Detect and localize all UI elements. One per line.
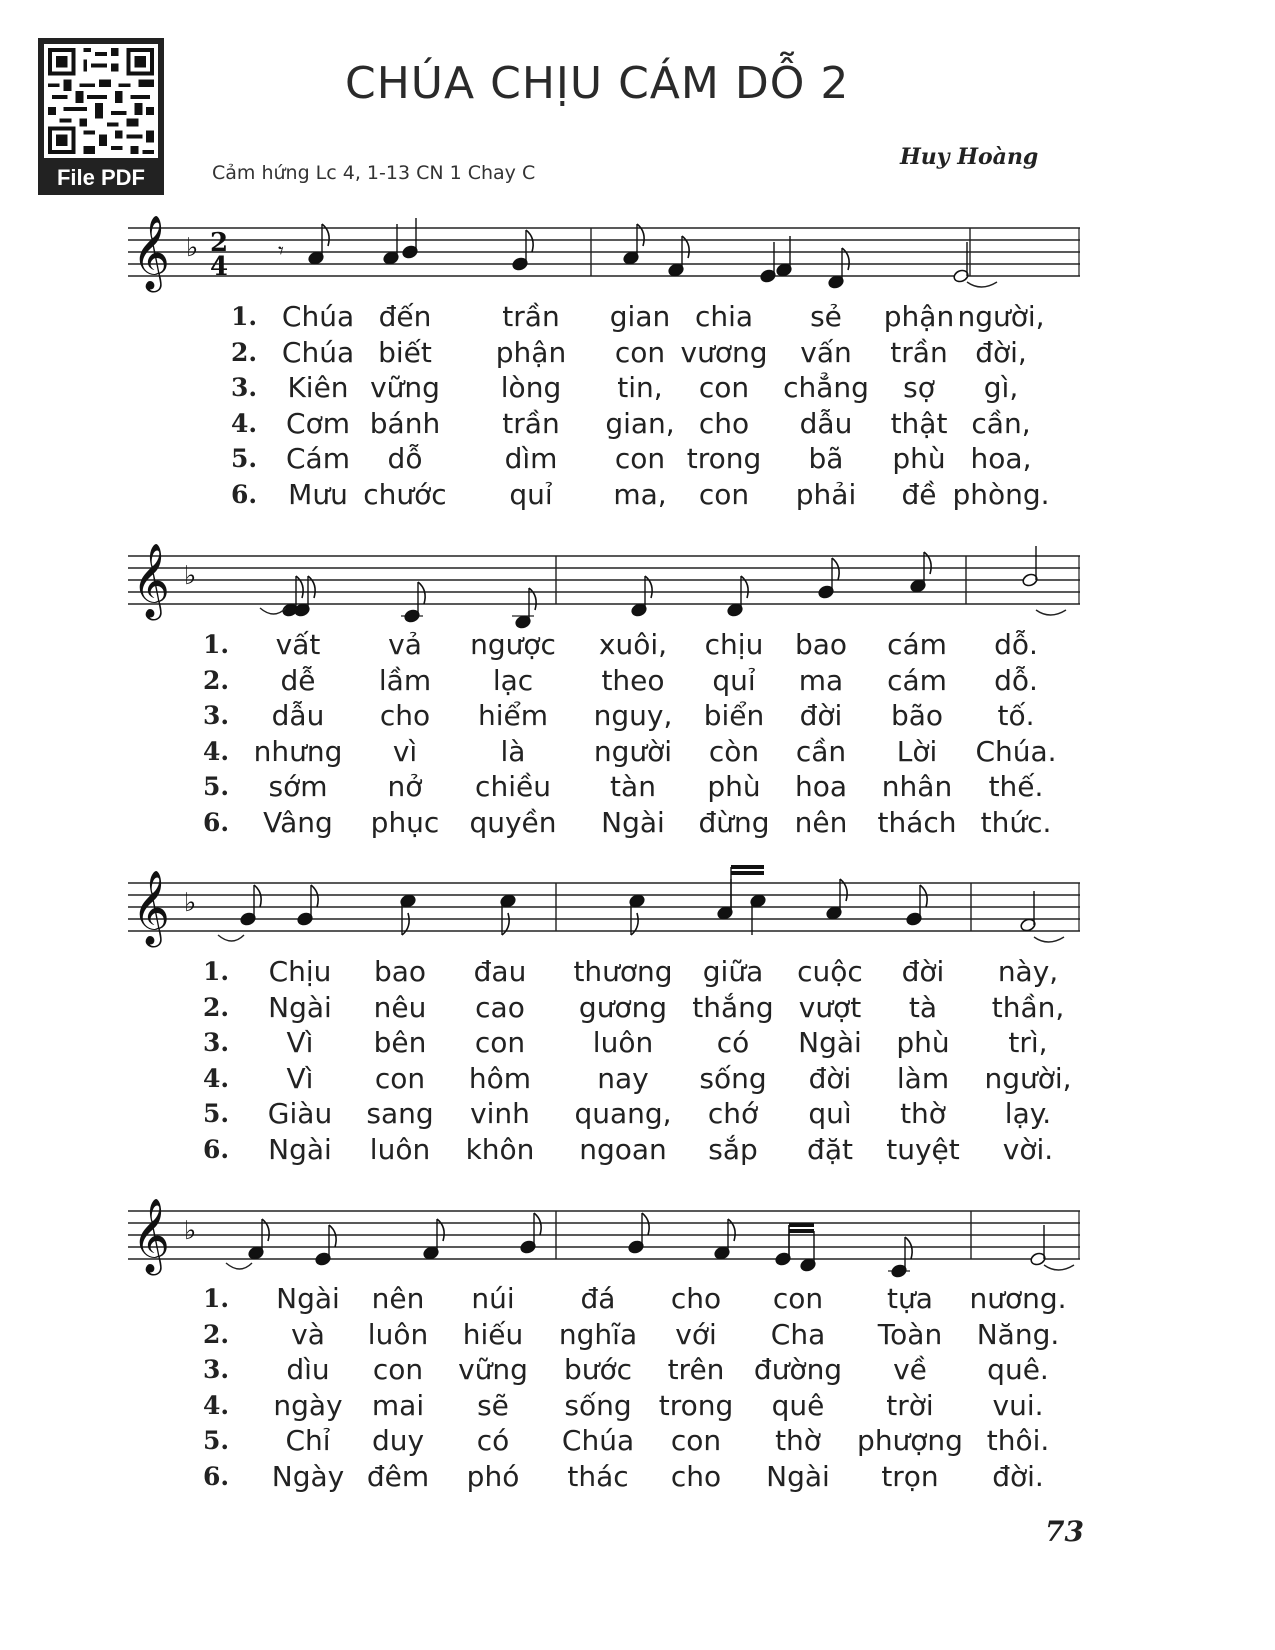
lyric-syllable: vì <box>392 734 418 768</box>
verse-number: 2. <box>203 992 230 1022</box>
verse-number: 5. <box>203 1099 230 1128</box>
verse-line <box>128 478 1080 514</box>
lyric-syllable: trần <box>502 300 560 333</box>
verse-number: 4. <box>231 408 258 438</box>
lyric-syllable: phục <box>370 805 440 839</box>
lyric-syllable: phù <box>707 770 761 803</box>
lyric-syllable: nở <box>387 770 423 803</box>
lyric-syllable: Ngài <box>268 990 332 1024</box>
lyric-syllable: đời <box>808 1061 852 1095</box>
verse-number: 5. <box>203 1426 230 1455</box>
lyric-syllable: Ngài <box>766 1459 830 1493</box>
lyric-syllable: đá <box>580 1282 616 1315</box>
lyric-syllable: lòng <box>500 371 562 404</box>
verse-number: 3. <box>203 1028 230 1057</box>
verse-number: 4. <box>203 1390 230 1420</box>
lyric-syllable: bã <box>808 442 844 475</box>
verse-line <box>128 1062 1080 1098</box>
flat-icon: ♭ <box>186 233 199 263</box>
verse-number: 5. <box>203 772 230 801</box>
lyric-syllable: núi <box>471 1282 515 1315</box>
verse-number: 2. <box>203 665 230 695</box>
lyric-syllable: chia <box>694 300 754 333</box>
lyric-syllable: Chúa. <box>975 734 1057 768</box>
lyric-syllable: vượt <box>798 990 862 1024</box>
lyric-syllable: Kiên <box>287 371 349 404</box>
lyrics-block <box>128 1282 1080 1495</box>
lyric-syllable: Ngài <box>601 805 665 839</box>
lyric-syllable: Ngài <box>268 1132 332 1166</box>
lyric-syllable: phải <box>795 477 857 511</box>
lyric-syllable: luôn <box>592 1026 654 1059</box>
lyric-syllable: hiểm <box>477 699 549 732</box>
lyric-syllable: quê. <box>987 1353 1049 1386</box>
lyric-syllable: bão <box>890 699 944 732</box>
page-number: 73 <box>1045 1515 1084 1548</box>
lyric-syllable: vương <box>680 335 768 369</box>
composer-name: Huy Hoàng <box>900 144 1039 170</box>
lyric-syllable: nhân <box>881 770 953 803</box>
lyric-syllable: gian, <box>605 406 675 440</box>
lyric-syllable: sợ <box>903 371 935 404</box>
lyric-syllable: dỗ. <box>994 628 1038 661</box>
lyric-syllable: con <box>614 335 666 369</box>
verse-line <box>128 735 1080 771</box>
lyric-syllable: hoa, <box>970 442 1032 475</box>
lyric-syllable: Chúa <box>281 335 355 369</box>
lyric-syllable: với <box>675 1317 717 1351</box>
lyric-syllable: dễ <box>280 663 316 697</box>
verse-line <box>128 407 1080 443</box>
lyric-syllable: làm <box>896 1061 950 1095</box>
lyric-syllable: giữa <box>702 955 764 988</box>
lyric-syllable: chớ <box>707 1097 759 1130</box>
lyric-syllable: duy <box>371 1424 425 1457</box>
lyric-syllable: tựa <box>887 1282 933 1315</box>
lyric-syllable: đời <box>901 955 945 988</box>
verse-number: 6. <box>203 1134 230 1164</box>
lyric-syllable: mai <box>371 1388 425 1422</box>
verse-line <box>128 300 1080 336</box>
lyric-syllable: đề <box>901 477 937 511</box>
lyric-syllable: Ngài <box>798 1026 862 1059</box>
lyric-syllable: vất <box>275 628 321 661</box>
lyric-syllable: có <box>716 1026 750 1059</box>
lyric-syllable: luôn <box>367 1317 429 1351</box>
verse-number: 5. <box>231 444 258 473</box>
lyric-syllable: cho <box>670 1282 722 1315</box>
lyric-syllable: người <box>593 734 673 768</box>
verse-line <box>128 1389 1080 1425</box>
lyric-syllable: gì, <box>983 371 1019 404</box>
lyric-syllable: con <box>772 1282 824 1315</box>
verse-number: 6. <box>231 479 258 509</box>
qr-code-badge[interactable] <box>38 38 164 195</box>
lyric-syllable: Chúa <box>281 300 355 333</box>
verse-line <box>128 1026 1080 1062</box>
lyric-syllable: trọn <box>881 1459 939 1493</box>
lyric-syllable: Cha <box>770 1317 826 1351</box>
lyric-syllable: luôn <box>369 1132 431 1166</box>
treble-clef-icon: 𝄞 <box>132 871 170 945</box>
lyric-syllable: vời. <box>1002 1132 1054 1166</box>
lyric-syllable: cho <box>670 1459 722 1493</box>
lyric-syllable: lầm <box>378 663 432 697</box>
lyric-syllable: quỉ <box>509 477 553 511</box>
lyric-syllable: con <box>698 477 750 511</box>
lyric-syllable: nên <box>794 805 848 839</box>
verse-line <box>128 991 1080 1027</box>
lyric-syllable: vui. <box>992 1388 1044 1422</box>
verse-line <box>128 806 1080 842</box>
verse-line <box>128 1424 1080 1460</box>
lyric-syllable: biết <box>378 335 432 369</box>
verse-line <box>128 371 1080 407</box>
lyric-syllable: hôm <box>468 1061 532 1095</box>
lyric-syllable: ngoan <box>579 1132 667 1166</box>
lyric-syllable: còn <box>708 734 760 768</box>
lyric-syllable: vấn <box>800 335 852 369</box>
lyric-syllable: biển <box>703 699 765 732</box>
music-staff <box>128 200 1080 290</box>
verse-line <box>128 664 1080 700</box>
lyric-syllable: sống <box>564 1388 632 1422</box>
verse-number: 3. <box>203 1355 230 1384</box>
verse-number: 6. <box>203 1461 230 1491</box>
lyric-syllable: Chúa <box>561 1424 635 1457</box>
lyric-syllable: trì, <box>1008 1026 1048 1059</box>
lyrics-block <box>128 955 1080 1168</box>
lyric-syllable: quì <box>808 1097 852 1130</box>
verse-line <box>128 955 1080 991</box>
lyric-syllable: dỗ <box>387 442 423 475</box>
verse-line <box>128 442 1080 478</box>
verse-line <box>128 1318 1080 1354</box>
verse-number: 1. <box>203 630 230 659</box>
lyric-syllable: đời <box>799 699 843 732</box>
lyric-syllable: tàn <box>610 770 656 803</box>
lyric-syllable: tin, <box>617 371 663 404</box>
lyric-syllable: nêu <box>373 990 427 1024</box>
verse-line <box>128 336 1080 372</box>
lyric-syllable: ngược <box>470 628 556 661</box>
verse-line <box>128 770 1080 806</box>
verse-number: 1. <box>231 302 258 331</box>
lyric-syllable: thương <box>573 955 673 988</box>
lyric-syllable: Vì <box>286 1026 314 1059</box>
lyric-syllable: tuyệt <box>886 1132 960 1166</box>
lyric-syllable: trên <box>667 1353 725 1386</box>
lyric-syllable: và <box>291 1317 325 1351</box>
lyric-syllable: nay <box>597 1061 649 1095</box>
lyric-syllable: tố. <box>997 699 1035 732</box>
lyric-syllable: Cơm <box>286 406 350 440</box>
lyric-syllable: chịu <box>704 628 764 661</box>
lyric-syllable: cần, <box>971 406 1031 440</box>
lyric-syllable: đời. <box>992 1459 1044 1493</box>
lyric-syllable: bánh <box>369 406 441 440</box>
verse-line <box>128 628 1080 664</box>
lyric-syllable: người, <box>957 300 1045 333</box>
lyric-syllable: ma <box>798 663 844 697</box>
lyric-syllable: trong <box>658 1388 734 1422</box>
lyric-syllable: trời <box>886 1388 934 1422</box>
lyric-syllable: tà <box>908 990 938 1024</box>
lyric-syllable: cần <box>795 734 847 768</box>
verse-line <box>128 699 1080 735</box>
lyric-syllable: Ngày <box>271 1459 345 1493</box>
lyric-syllable: sang <box>366 1097 434 1130</box>
lyric-syllable: quỉ <box>712 663 756 697</box>
lyric-syllable: sống <box>699 1061 767 1095</box>
time-signature-top: 2 <box>210 228 229 258</box>
lyric-syllable: thần, <box>991 990 1065 1024</box>
lyric-syllable: đêm <box>366 1459 430 1493</box>
verse-number: 1. <box>203 957 230 986</box>
flat-icon: ♭ <box>184 888 197 918</box>
lyric-syllable: là <box>500 734 526 768</box>
lyric-syllable: chiều <box>475 770 551 803</box>
lyric-syllable: vinh <box>470 1097 530 1130</box>
lyric-syllable: thắng <box>692 990 774 1024</box>
lyric-syllable: khôn <box>465 1132 535 1166</box>
lyric-syllable: về <box>893 1353 927 1386</box>
lyric-syllable: quyền <box>469 805 557 839</box>
verse-number: 3. <box>203 701 230 730</box>
lyric-syllable: gian <box>609 300 671 333</box>
lyric-syllable: cám <box>887 663 947 697</box>
eighth-rest-icon: 𝄾 <box>278 239 284 264</box>
lyric-syllable: dẫu <box>799 406 853 440</box>
lyric-syllable: cám <box>887 628 947 661</box>
lyric-syllable: sắp <box>708 1132 758 1166</box>
lyric-syllable: thác <box>567 1459 629 1493</box>
lyric-syllable: Chịu <box>268 955 332 988</box>
lyric-syllable: đường <box>753 1353 843 1386</box>
treble-clef-icon: 𝄞 <box>132 544 170 618</box>
song-subtitle: Cảm hứng Lc 4, 1-13 CN 1 Chay C <box>212 162 536 184</box>
verse-line <box>128 1097 1080 1133</box>
lyric-syllable: thật <box>890 406 948 440</box>
lyric-syllable: đời, <box>975 335 1027 369</box>
verse-number: 4. <box>203 1063 230 1093</box>
lyric-syllable: con <box>698 371 750 404</box>
lyric-syllable: nên <box>371 1282 425 1315</box>
lyric-syllable: ngày <box>273 1388 343 1422</box>
music-staff <box>128 528 1080 618</box>
lyric-syllable: thờ <box>900 1097 946 1130</box>
lyrics-block <box>128 628 1080 841</box>
time-signature-bottom: 4 <box>210 252 229 282</box>
lyric-syllable: bên <box>373 1026 427 1059</box>
lyric-syllable: bước <box>563 1353 633 1386</box>
lyric-syllable: con <box>670 1424 722 1457</box>
lyric-syllable: bao <box>794 628 848 661</box>
lyric-syllable: có <box>476 1424 510 1457</box>
lyric-syllable: phù <box>896 1026 950 1059</box>
lyric-syllable: vững <box>370 371 440 404</box>
lyric-syllable: phượng <box>857 1424 963 1457</box>
lyric-syllable: theo <box>601 663 665 697</box>
lyric-syllable: Chỉ <box>285 1424 331 1457</box>
verse-number: 6. <box>203 807 230 837</box>
lyric-syllable: phó <box>466 1459 520 1493</box>
lyric-syllable: nương. <box>969 1282 1067 1315</box>
lyric-syllable: Mưu <box>288 477 348 511</box>
lyric-syllable: sớm <box>268 770 328 803</box>
qr-code-icon <box>44 44 158 158</box>
lyric-syllable: hoa <box>794 770 848 803</box>
lyric-syllable: con <box>374 1061 426 1095</box>
lyric-syllable: chẳng <box>783 371 869 404</box>
lyric-syllable: trần <box>502 406 560 440</box>
lyric-syllable: thế. <box>988 770 1044 803</box>
lyric-syllable: lạy. <box>1004 1097 1052 1130</box>
music-staff <box>128 855 1080 945</box>
lyric-syllable: đau <box>473 955 527 988</box>
lyric-syllable: cho <box>379 699 431 732</box>
lyric-syllable: cho <box>698 406 750 440</box>
lyric-syllable: phận <box>495 335 567 369</box>
lyric-syllable: ma, <box>613 477 667 511</box>
lyric-syllable: Vì <box>286 1061 314 1095</box>
song-title: CHÚA CHỊU CÁM DỖ 2 <box>345 58 850 109</box>
lyric-syllable: nhưng <box>253 734 343 768</box>
verse-number: 2. <box>203 1319 230 1349</box>
lyric-syllable: sẻ <box>810 300 842 333</box>
lyric-syllable: Toàn <box>877 1317 943 1351</box>
verse-line <box>128 1460 1080 1496</box>
lyric-syllable: trong <box>686 442 762 475</box>
lyric-syllable: phù <box>892 442 946 475</box>
lyric-syllable: đến <box>378 300 432 333</box>
lyric-syllable: Giàu <box>267 1097 333 1130</box>
verse-line <box>128 1353 1080 1389</box>
lyric-syllable: cuộc <box>797 955 863 988</box>
lyric-syllable: dìm <box>504 442 558 475</box>
lyric-syllable: con <box>614 442 666 475</box>
lyric-syllable: con <box>474 1026 526 1059</box>
treble-clef-icon: 𝄞 <box>132 1199 170 1273</box>
lyric-syllable: dìu <box>286 1353 330 1386</box>
lyric-syllable: Lời <box>896 734 938 768</box>
lyric-syllable: quang, <box>574 1097 672 1130</box>
lyric-syllable: này, <box>997 955 1059 988</box>
lyric-syllable: trần <box>890 335 948 369</box>
music-staff <box>128 1183 1080 1273</box>
verse-number: 4. <box>203 736 230 766</box>
lyric-syllable: lạc <box>492 663 534 697</box>
lyric-syllable: Cám <box>286 442 350 475</box>
flat-icon: ♭ <box>184 1216 197 1246</box>
lyric-syllable: nghĩa <box>558 1317 638 1351</box>
verse-number: 1. <box>203 1284 230 1313</box>
lyric-syllable: xuôi, <box>598 628 668 661</box>
lyric-syllable: thờ <box>775 1424 821 1457</box>
lyric-syllable: Năng. <box>976 1317 1060 1351</box>
lyric-syllable: cao <box>475 990 525 1024</box>
verse-line <box>128 1282 1080 1318</box>
lyric-syllable: Ngài <box>276 1282 340 1315</box>
lyric-syllable: thôi. <box>986 1424 1050 1457</box>
verse-number: 2. <box>231 337 258 367</box>
lyric-syllable: người, <box>984 1061 1072 1095</box>
verse-number: 3. <box>231 373 258 402</box>
lyric-syllable: gương <box>578 990 668 1024</box>
lyric-syllable: phận <box>883 300 955 333</box>
lyric-syllable: thách <box>877 805 957 839</box>
lyric-syllable: Vâng <box>263 805 333 839</box>
lyric-syllable: sẽ <box>477 1388 509 1422</box>
file-pdf-label: File PDF <box>56 165 145 190</box>
flat-icon: ♭ <box>184 561 197 591</box>
lyric-syllable: nguy, <box>593 699 673 732</box>
lyric-syllable: vững <box>458 1353 528 1386</box>
lyric-syllable: phòng. <box>952 477 1050 511</box>
lyric-syllable: chước <box>363 477 447 511</box>
lyric-syllable: dẫu <box>271 699 325 732</box>
lyric-syllable: vả <box>388 628 422 661</box>
lyric-syllable: bao <box>373 955 427 988</box>
lyric-syllable: thức. <box>980 805 1052 839</box>
lyric-syllable: quê <box>771 1388 825 1422</box>
lyric-syllable: đặt <box>807 1132 853 1166</box>
lyric-syllable: dỗ. <box>994 663 1038 697</box>
verse-line <box>128 1133 1080 1169</box>
treble-clef-icon: 𝄞 <box>132 216 170 290</box>
lyrics-block <box>128 300 1080 513</box>
lyric-syllable: hiếu <box>462 1317 524 1351</box>
lyric-syllable: con <box>372 1353 424 1386</box>
lyric-syllable: đừng <box>698 805 770 839</box>
